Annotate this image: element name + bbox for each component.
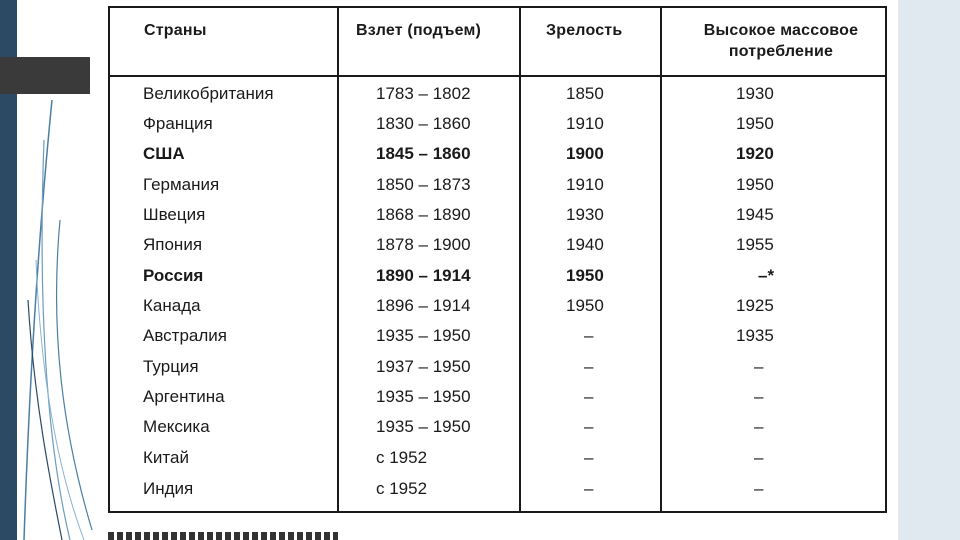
- cell-takeoff: 1935 – 1950: [376, 417, 471, 436]
- cell-maturity: –: [584, 387, 594, 406]
- cell-country: Мексика: [143, 417, 210, 436]
- cell-takeoff: 1845 – 1860: [376, 144, 471, 163]
- table-row: [110, 443, 885, 473]
- cell-maturity: 1930: [566, 205, 604, 224]
- cell-maturity: –: [584, 417, 594, 436]
- cell-mass: 1935: [736, 326, 774, 345]
- cell-country: Япония: [143, 235, 203, 254]
- cell-country: Франция: [143, 114, 213, 133]
- cell-maturity: –: [584, 326, 594, 345]
- cell-mass: 1945: [736, 205, 774, 224]
- table-row: [110, 109, 885, 139]
- table-row: [110, 291, 885, 321]
- cell-takeoff: с 1952: [376, 479, 428, 498]
- cell-country: Россия: [143, 266, 204, 285]
- cell-mass: 1955: [736, 235, 774, 254]
- dark-tab-decoration: [0, 57, 90, 94]
- cell-maturity: 1950: [566, 266, 604, 285]
- table-row: [110, 170, 885, 200]
- cell-country: Германия: [143, 175, 220, 194]
- header-maturity: Зрелость: [546, 22, 623, 39]
- cell-maturity: –: [584, 479, 594, 498]
- table-row: [110, 261, 885, 291]
- cell-mass: 1930: [736, 84, 774, 103]
- cell-mass: –: [754, 387, 764, 406]
- cell-takeoff: 1878 – 1900: [376, 235, 471, 254]
- cell-country: Китай: [143, 448, 189, 467]
- cell-maturity: 1850: [566, 84, 604, 103]
- cell-maturity: 1910: [566, 114, 604, 133]
- cell-country: Турция: [143, 357, 199, 376]
- table-row: [110, 139, 885, 169]
- table-row: [110, 474, 885, 504]
- cell-mass: –: [754, 357, 764, 376]
- cell-maturity: 1910: [566, 175, 604, 194]
- cell-maturity: –: [584, 448, 594, 467]
- table-row: [110, 382, 885, 412]
- cell-takeoff: 1935 – 1950: [376, 326, 471, 345]
- cell-mass: –*: [758, 266, 775, 285]
- cell-takeoff: 1850 – 1873: [376, 175, 471, 194]
- cell-mass: 1950: [736, 175, 774, 194]
- cell-maturity: 1900: [566, 144, 604, 163]
- cell-takeoff: 1896 – 1914: [376, 296, 471, 315]
- cell-takeoff: 1935 – 1950: [376, 387, 471, 406]
- stages-table: [108, 6, 887, 513]
- table-row: [110, 200, 885, 230]
- header-country: Страны: [144, 22, 207, 39]
- right-background-band: [898, 0, 960, 540]
- cell-takeoff: с 1952: [376, 448, 428, 467]
- header-divider: [110, 75, 885, 77]
- table-row: [110, 230, 885, 260]
- scan-artifact: [108, 532, 338, 540]
- cell-maturity: 1940: [566, 235, 604, 254]
- cell-maturity: 1950: [566, 296, 604, 315]
- cell-takeoff: 1937 – 1950: [376, 357, 471, 376]
- cell-country: Швеция: [143, 205, 206, 224]
- cell-country: США: [143, 144, 185, 163]
- table-row: [110, 412, 885, 442]
- cell-country: Канада: [143, 296, 201, 315]
- table-row: [110, 79, 885, 109]
- cell-mass: 1950: [736, 114, 774, 133]
- cell-mass: 1925: [736, 296, 774, 315]
- cell-mass: –: [754, 417, 764, 436]
- cell-country: Индия: [143, 479, 194, 498]
- header-mass-consumption-line1: Высокое массовое: [703, 22, 859, 39]
- cell-country: Великобритания: [143, 84, 274, 103]
- cell-takeoff: 1783 – 1802: [376, 84, 471, 103]
- header-mass-consumption: [686, 20, 876, 62]
- cell-mass: 1920: [736, 144, 774, 163]
- cell-takeoff: 1830 – 1860: [376, 114, 471, 133]
- cell-mass: –: [754, 479, 764, 498]
- header-takeoff: Взлет (подъем): [356, 22, 482, 39]
- cell-mass: –: [754, 448, 764, 467]
- cell-maturity: –: [584, 357, 594, 376]
- cell-country: Аргентина: [143, 387, 225, 406]
- cell-takeoff: 1868 – 1890: [376, 205, 471, 224]
- cell-takeoff: 1890 – 1914: [376, 266, 471, 285]
- table-row: [110, 352, 885, 382]
- cell-country: Австралия: [143, 326, 227, 345]
- header-mass-consumption-line2: потребление: [728, 43, 834, 60]
- table-row: [110, 321, 885, 351]
